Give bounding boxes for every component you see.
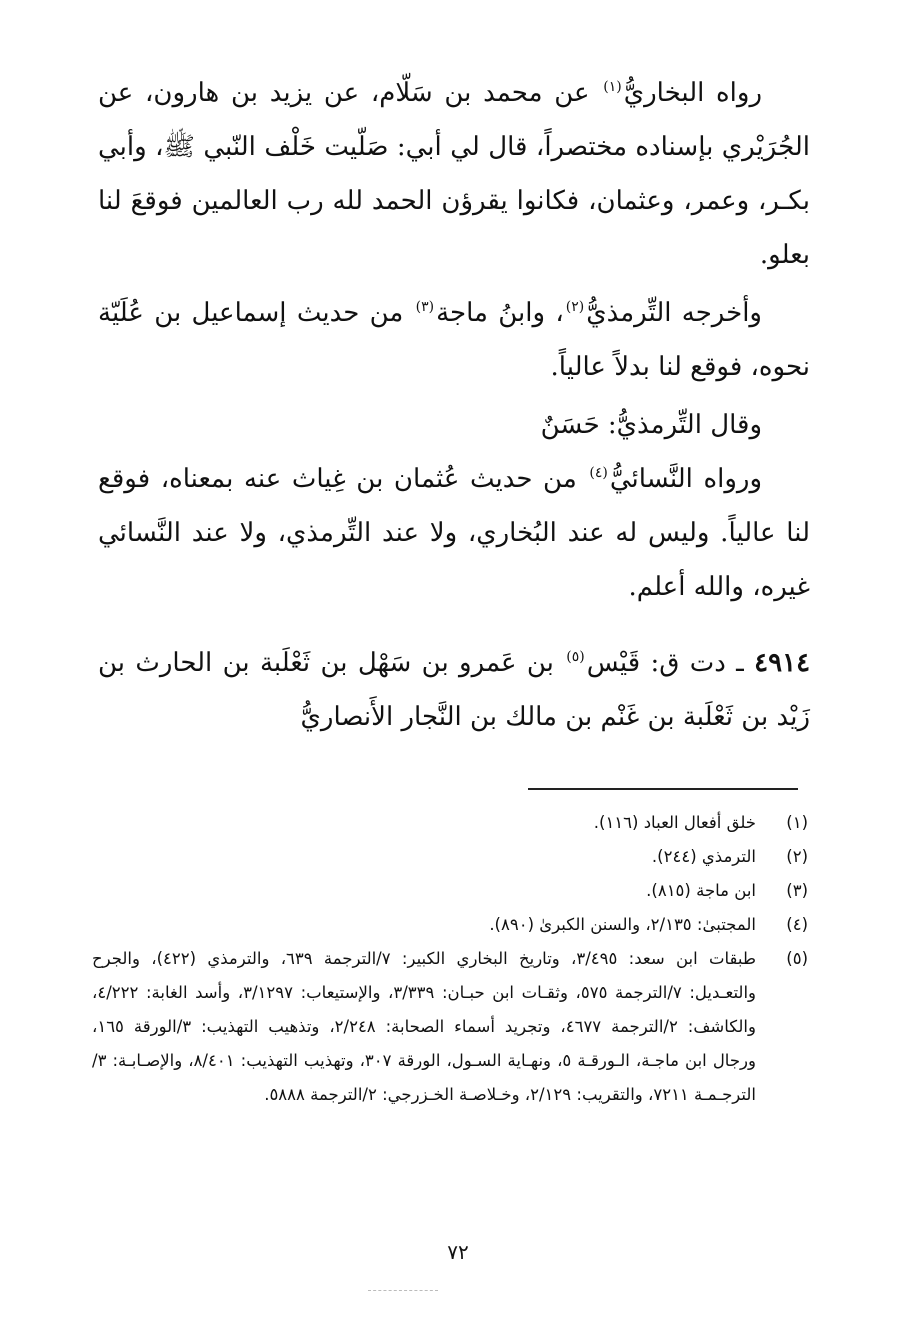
footnote-number: (٣) (786, 881, 808, 900)
paragraph-1 (98, 66, 810, 282)
text-span: من حديث إسماعيل بن عُلَيّة نحوه، فوقع لنا بدلاً عالياً. (98, 298, 810, 382)
footnote-item (92, 806, 808, 840)
footnote-item (92, 942, 808, 1112)
text-span: من حديث عُثمان بن غِياث عنه بمعناه، فوقع لنا عالياً. وليس له عند البُخاري، ولا عند التِّرمذي، ولا عند النَّسائي غيره، والله أعلم. (98, 464, 810, 602)
footnote-ref-5: (٥) (566, 649, 585, 666)
footnote-number: (٢) (786, 847, 808, 866)
footnote-text: المجتبىٰ: ٢/١٣٥، والسنن الكبرىٰ (٨٩٠). (489, 915, 756, 934)
footnote-item (92, 874, 808, 908)
footnote-number: (٤) (786, 915, 808, 934)
footnote-divider (528, 788, 798, 790)
entry-codes: ـ دت ق: (650, 648, 744, 678)
page-number: ٧٢ (447, 1240, 469, 1264)
footnote-number: (١) (786, 813, 808, 832)
footnote-ref-4: (٤) (589, 465, 608, 482)
text-span: وقال التِّرمذيُّ: حَسَنٌ (540, 410, 762, 440)
entry-lineage: بن عَمرو بن سَهْل بن ثَعْلَبة بن الحارث بن زَيْد بن ثَعْلَبة بن غَنْم بن مالك بن النَّجار الأَنصاريُّ (98, 648, 810, 732)
biography-entry (98, 636, 810, 744)
footnote-ref-3: (٣) (415, 299, 435, 316)
main-text (98, 66, 810, 614)
footnote-text: ابن ماجة (٨١٥). (646, 881, 756, 900)
text-span: رواه البخاريُّ (623, 78, 763, 108)
footnote-text: الترمذي (٢٤٤). (651, 847, 756, 866)
text-span: عن محمد بن سَلّام، عن يزيد بن هارون، عن الجُرَيْري بإسناده مختصراً، قال لي أبي: صَلّيت خَلْف النّبي ﷺ، وأبي بكـر، وعمر، وعثمان، فكانوا يقرؤن الحمد لله رب العالمين فوقعَ لنا بعلو. (98, 78, 810, 270)
bottom-mark (368, 1290, 438, 1291)
paragraph-4 (98, 452, 810, 614)
footnotes (92, 806, 808, 1112)
paragraph-2 (98, 286, 810, 394)
footnote-text: خلق أفعال العباد (١١٦). (593, 813, 756, 832)
entry-number: ٤٩١٤ (754, 648, 811, 678)
text-span: وأخرجه التِّرمذيُّ (586, 298, 762, 328)
entry-name: قَيْس (586, 648, 641, 678)
footnote-ref-1: (١) (603, 79, 622, 96)
footnote-text: طبقات ابن سعد: ٣/٤٩٥، وتاريخ البخاري الكبير: ٧/الترجمة ٦٣٩، والترمذي (٤٢٢)، والجرح والتعـديل: ٧/الترجمة ٥٧٥، وثقـات ابن حبـان: ٣/٣٣٩، والإستيعاب: ٣/١٢٩٧، وأسد الغابة: ٤/٢٢٢، والكاشف: ٢/الترجمة ٤٦٧٧، وتجريد أسماء الصحابة: ٢/٢٤٨، وتذهيب التهذيب: ٣/الورقة ١٦٥، ورجال ابن ماجـة، الـورقـة ٥، ونهـاية السـول، الورقة ٣٠٧، وتهذيب التهذيب: ٨/٤٠١، والإصـابـة: ٣/الترجـمـة ٧٢١١، والتقريب: ٢/١٢٩، وخـلاصـة الخـزرجي: ٢/الترجمة ٥٨٨٨. (92, 949, 757, 1104)
footnote-number: (٥) (786, 949, 808, 968)
paragraph-3 (98, 398, 810, 452)
footnote-item (92, 908, 808, 942)
text-span: ورواه النَّسائيُّ (609, 464, 763, 494)
text-span: ، وابنُ ماجة (436, 298, 564, 328)
footnote-ref-2: (٢) (565, 299, 585, 316)
footnote-item (92, 840, 808, 874)
